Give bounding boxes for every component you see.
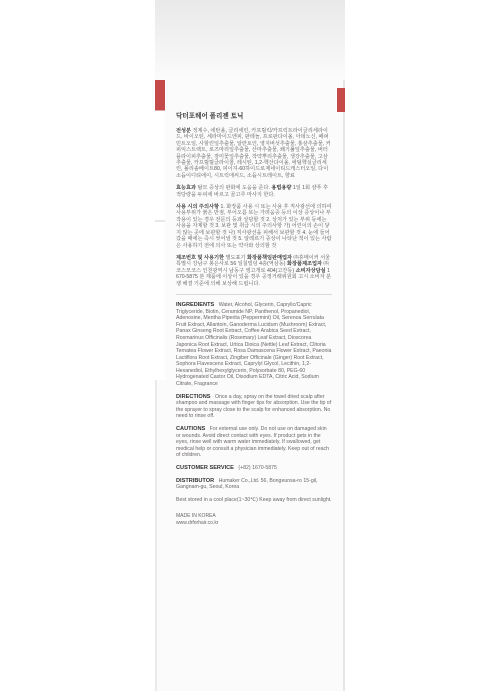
korean-maker-label: 화장품제조업자 <box>286 261 323 268</box>
english-distributor <box>176 478 332 491</box>
made-in-text: MADE IN KOREA <box>176 513 216 520</box>
korean-seller-text: ㈜휴메이커 서울특별시 강남구 봉은사로 56 일칠빌딩 4층(역삼동) <box>176 254 331 268</box>
korean-usage-text: 1일 1회 샴푸 후 적당량을 두피에 바르고 골고루 마사지 한다. <box>176 185 328 198</box>
english-cautions <box>176 426 332 459</box>
korean-caution <box>176 204 332 249</box>
english-cautions-text: For external use only. Do not use on damaged skin or wounds. Avoid direct contact with eyes. If product gets in the eyes, rinse well with warm water immediately. If swallowed, get medical help or consult a physician immediately. Keep out of reach of children. <box>176 426 330 459</box>
english-ingredients <box>176 302 332 388</box>
korean-mfg-label: 제조번호 및 사용기한 <box>176 254 224 261</box>
korean-ingredients-label: 전성분 <box>176 128 192 134</box>
korean-cs-text: 1670-5875 본 제품에 이상이 있을 경우 공정거래위원회 고시 소비자 분쟁 해결 기준에 의해 보상해 드립니다. <box>176 267 332 287</box>
korean-caution-label: 사용 시의 주의사항 <box>176 204 219 211</box>
english-cs-label: CUSTOMER SERVICE <box>176 465 234 471</box>
made-in-korea <box>176 513 332 527</box>
korean-effect-usage <box>176 185 332 198</box>
korean-caution-text: 1. 화장품 사용 시 또는 사용 후 직사광선에 의하여 사용부위가 붉은 반점, 부어오름 또는 가려움증 등의 이상 증상이나 부작용이 있는 경우 전문의 등과 상담할 것 2. 상처가 있는 부위 등에는 사용을 자제할 것 3. 보관 및 취급 시의 주의사항 가) 어린이의 손이 닿지 않는 곳에 보관할 것 나) 직사광선을 피해서 보관할 것 4. 눈에 들어갔을 때에는 즉시 씻어낼 것 5. 알레르기 증상이 나타난 적이 있는 사람은 사용하기 전에 의사 또는 약사와 상의할 것 <box>176 204 332 249</box>
english-ingredients-label: INGREDIENTS <box>176 301 215 308</box>
box-right-edge <box>343 80 345 691</box>
english-ingredients-text: Water, Alcohol, Glycerin, Caprylic/Capric Triglyceride, Biotin, Ceramide NP, Panthenol, Propanediol, Adenosine, Mentha Piperita (Peppermint) Oil, Serenoa Serrulata Fruit Extract, Allantoin, Ganoderma Lucidum (Mushroom) Extract, Panax Ginseng Root Extract, Coffee Arabica Seed Extract, Rosmarinus Officinalis (Rosemary) Leaf Extract, Dioscorea Japonica Root Extract, Urtica Dioica (Nettle) Leaf Extract, Clitoria Ternatea Flower Extract, Rosa Damascena Flower Extract, Paeonia Lactiflora Root Extract, Zingiber Officinale (Ginger) Root Extract, Sophora Flavescens Extract, Caprylyl Glycol, Lecithin, 1,2-Hexanediol, Ethylhexylglycerin, Polysorbate 80, PEG-60 Hydrogenated Castor Oil, Disodium EDTA, Citric Acid, Sodium Citrate, Fragrance <box>176 301 332 388</box>
korean-title: 닥터포헤어 폴리젠 토닉 <box>176 113 244 120</box>
korean-effect-label: 효능효과 <box>176 185 197 192</box>
english-storage <box>176 497 332 504</box>
korean-usage-label: 용법용량 <box>271 185 292 192</box>
korean-maker-text: ㈜코스모코스 인천광역시 남동구 앵고개로 404(고잔동) <box>176 261 329 274</box>
korean-cs-label: 소비자상담실 <box>295 267 326 274</box>
korean-ingredients-text: 정제수, 에탄올, 글리세린, 카프릴릭/카프릭트라이글리세라이드, 바이오틴, 세라마이드엔피, 판테놀, 프로판다이올, 아데노신, 페퍼민트오일, 사할린잎추출물, 알란토인, 영지버섯추출물, 홍삼추출물, 커피익스트랙트, 로즈마리잎추출물, 산마추출물, 쐐기풀잎추출물, 버터플라이피추출물, 장미꽃잎추출물, 작약뿌리추출물, 생강추출물, 고삼추출물, 카프릴릴글라이콜, 레시틴, 1,2-헥산다이올, 에틸헥실글리세린, 폴리솔베이트80, 피이지-60하이드로제네이티드캐스터오일, 다이소듐이디티에이, 시트릭애씨드, 소듐시트레이트, 향료 <box>176 128 331 179</box>
label-panel <box>176 110 332 527</box>
english-customer-service <box>176 465 332 472</box>
english-directions <box>176 394 332 420</box>
english-directions-text: Once a day, spray on the towel dried scalp after shampoo and massage with finger tips for absorption. Use the tip of the sprayer to spray close to the scalp for enhanced absorption. No need to rinse off. <box>176 393 332 420</box>
divider <box>176 294 332 295</box>
korean-ingredients <box>176 128 332 179</box>
english-dist-text: Humaker Co.,Ltd. 56, Bongeunsa-ro 15-gil, Gangnam-gu, Seoul, Korea <box>176 477 318 491</box>
korean-effect-text: 탈모 증상의 완화에 도움을 준다. <box>197 185 270 192</box>
english-directions-label: DIRECTIONS <box>176 393 211 400</box>
red-stripe-right <box>337 88 345 112</box>
red-stripe-left <box>155 80 165 380</box>
english-dist-label: DISTRIBUTOR <box>176 477 215 484</box>
website-text: www.drforhair.co.kr <box>176 520 219 527</box>
box-top-shadow <box>155 0 345 80</box>
korean-company-info <box>176 255 332 287</box>
english-storage-text: Best stored in a cool place(1~30℃) Keep away from direct sunlight. <box>176 496 332 503</box>
english-cs-phone: (+82) 1670-5875 <box>238 465 277 471</box>
english-cautions-label: CAUTIONS <box>176 426 206 433</box>
korean-seller-label: 화장품책임판매업자 <box>246 254 293 261</box>
korean-mfg-text: 별도표기 <box>225 254 246 261</box>
